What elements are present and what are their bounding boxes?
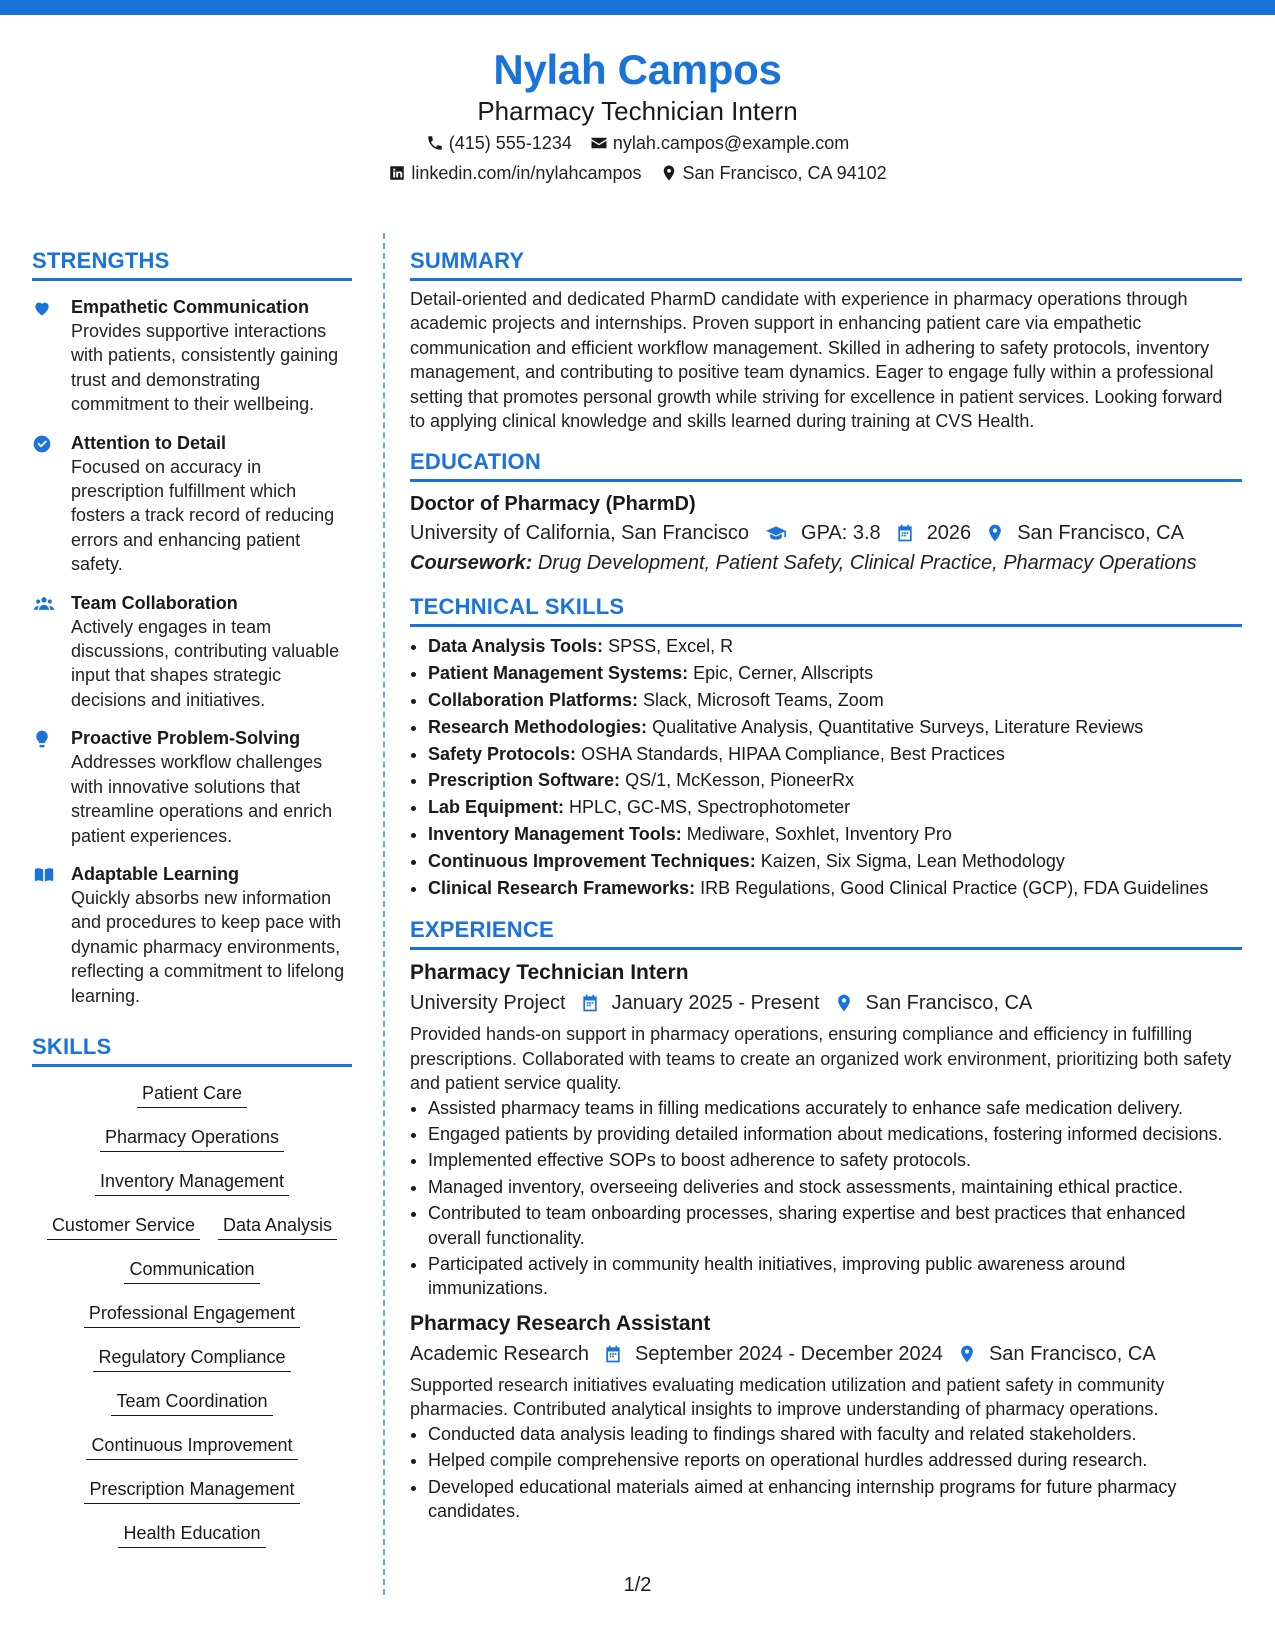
book-icon bbox=[32, 865, 56, 885]
strength-title: Team Collaboration bbox=[71, 592, 238, 613]
list-item bbox=[428, 741, 1242, 768]
tech-skill-label: Research Methodologies: bbox=[428, 716, 648, 737]
job-org: Academic Research bbox=[410, 1342, 589, 1365]
strength-title: Proactive Problem-Solving bbox=[71, 728, 301, 749]
skill-tag: Continuous Improvement bbox=[86, 1433, 297, 1460]
location-text: San Francisco, CA 94102 bbox=[682, 163, 887, 183]
coursework-label: Coursework: bbox=[410, 552, 533, 575]
strengths-heading: STRENGTHS bbox=[32, 246, 352, 281]
tech-skill-value: IRB Regulations, Good Clinical Practice (GCP), FDA Guidelines bbox=[700, 877, 1209, 898]
skill-tag: Communication bbox=[124, 1257, 259, 1284]
skill-tag: Team Coordination bbox=[111, 1389, 272, 1416]
skill-tag: Inventory Management bbox=[95, 1169, 289, 1196]
calendar-icon bbox=[580, 993, 600, 1013]
right-column bbox=[410, 246, 1242, 1525]
list-item: • Developed educational materials aimed at enhancing internship programs for future pharmacy candidates. bbox=[428, 1475, 1242, 1524]
tech-skill-value: Kaizen, Six Sigma, Lean Methodology bbox=[760, 850, 1065, 871]
email-contact[interactable] bbox=[590, 128, 849, 158]
map-pin-icon bbox=[957, 1344, 977, 1364]
graduation-cap-icon bbox=[763, 523, 789, 543]
skills-heading: SKILLS bbox=[32, 1032, 352, 1067]
skills-list bbox=[32, 1081, 352, 1548]
technical-skills-heading: TECHNICAL SKILLS bbox=[410, 592, 1242, 627]
strength-title: Empathetic Communication bbox=[71, 297, 310, 317]
job-summary: Provided hands-on support in pharmacy operations, ensuring compliance and efficiency in fulfilling prescriptions. Collaborated with teams to create an organized work environment, prioritizing both safety and patient service quality. bbox=[410, 1024, 1232, 1094]
column-divider bbox=[383, 233, 385, 1595]
list-item: • Participated actively in community health initiatives, improving public awareness around immunizations. bbox=[428, 1252, 1242, 1301]
education-school: University of California, San Francisco bbox=[410, 522, 750, 545]
strength-title: Attention to Detail bbox=[71, 432, 226, 453]
list-item: • Engaged patients by providing detailed information about medications, fostering informed decisions. bbox=[428, 1122, 1242, 1146]
tech-skill-value: Mediware, Soxhlet, Inventory Pro bbox=[686, 824, 952, 845]
strength-desc: Focused on accuracy in prescription fulfillment which fosters a track record of reducing errors and enhancing patient safety. bbox=[71, 456, 335, 575]
list-item: • Conducted data analysis leading to findings shared with faculty and related stakeholders. bbox=[428, 1422, 1242, 1446]
address-contact bbox=[660, 158, 887, 188]
job-location: San Francisco, CA bbox=[988, 1342, 1156, 1365]
education-meta bbox=[410, 518, 1242, 548]
tech-skill-label: Clinical Research Frameworks: bbox=[428, 877, 696, 898]
skill-tag: Data Analysis bbox=[218, 1213, 337, 1240]
skill-tag: Regulatory Compliance bbox=[93, 1345, 290, 1372]
job-meta bbox=[410, 988, 1242, 1018]
job-org: University Project bbox=[410, 992, 566, 1015]
list-item bbox=[428, 714, 1242, 741]
resume-header bbox=[0, 44, 1275, 188]
tech-skill-label: Lab Equipment: bbox=[428, 797, 564, 818]
linkedin-contact[interactable] bbox=[388, 158, 641, 188]
job-title: Pharmacy Technician Intern bbox=[410, 961, 689, 985]
calendar-icon bbox=[603, 1344, 623, 1364]
strength-title: Adaptable Learning bbox=[71, 863, 240, 884]
tech-skill-label: Collaboration Platforms: bbox=[428, 690, 639, 711]
list-item bbox=[428, 767, 1242, 794]
tech-skill-label: Inventory Management Tools: bbox=[428, 824, 682, 845]
strength-item bbox=[32, 591, 352, 713]
tech-skill-label: Safety Protocols: bbox=[428, 743, 577, 764]
strength-desc: Addresses workflow challenges with innovative solutions that streamline operations and enrich patient experiences. bbox=[71, 752, 333, 846]
strength-item bbox=[32, 726, 352, 848]
skill-tag: Customer Service bbox=[47, 1213, 200, 1240]
top-accent-bar bbox=[0, 0, 1275, 15]
list-item bbox=[428, 875, 1242, 902]
skill-tag: Professional Engagement bbox=[84, 1301, 300, 1328]
job-bullets bbox=[410, 1422, 1242, 1524]
tech-skill-label: Continuous Improvement Techniques: bbox=[428, 850, 756, 871]
job-location: San Francisco, CA bbox=[865, 992, 1033, 1015]
tech-skill-value: OSHA Standards, HIPAA Compliance, Best Practices bbox=[581, 743, 1005, 764]
strength-item bbox=[32, 431, 352, 577]
candidate-name: Nylah Campos bbox=[493, 46, 782, 93]
users-icon bbox=[32, 594, 56, 614]
contact-row-1 bbox=[0, 128, 1275, 158]
strength-desc: Provides supportive interactions with patients, consistently gaining trust and demonstrating commitment to their wellbeing. bbox=[71, 321, 339, 415]
lightbulb-icon bbox=[32, 729, 52, 749]
list-item: • Implemented effective SOPs to boost adherence to safety protocols. bbox=[428, 1148, 1242, 1172]
page-indicator: 1/2 bbox=[623, 1574, 652, 1596]
tech-skill-label: Patient Management Systems: bbox=[428, 663, 689, 684]
job-meta bbox=[410, 1339, 1242, 1369]
tech-skill-value: Epic, Cerner, Allscripts bbox=[693, 663, 874, 684]
job-entry bbox=[410, 1309, 1242, 1523]
skill-tag: Prescription Management bbox=[84, 1477, 299, 1504]
left-column bbox=[32, 246, 352, 1548]
list-item bbox=[428, 633, 1242, 660]
heart-icon bbox=[32, 298, 52, 318]
job-entry bbox=[410, 958, 1242, 1300]
experience-heading: EXPERIENCE bbox=[410, 915, 1242, 950]
strength-item bbox=[32, 862, 352, 1008]
calendar-icon bbox=[895, 523, 915, 543]
envelope-icon bbox=[590, 134, 608, 152]
education-degree: Doctor of Pharmacy (PharmD) bbox=[410, 493, 696, 516]
phone-contact bbox=[426, 128, 572, 158]
tech-skill-value: Qualitative Analysis, Quantitative Surveys, Literature Reviews bbox=[652, 716, 1144, 737]
education-gpa: GPA: 3.8 bbox=[801, 522, 881, 545]
tech-skill-value: Slack, Microsoft Teams, Zoom bbox=[643, 690, 884, 711]
summary-text: Detail-oriented and dedicated PharmD candidate with experience in pharmacy operations through academic projects and internships. Proven support in enhancing patient care via empathetic communication and efficient workflow management. Skilled in adhering to safety protocols, inventory management, and contributing to positive team dynamics. Eager to engage fully within a professional setting that promotes personal growth while striving for excellence in patient services. Looking forward to applying clinical knowledge and skills learned during training at CVS Health. bbox=[410, 289, 1223, 432]
list-item: • Managed inventory, overseeing deliveries and stock assessments, maintaining ethical practice. bbox=[428, 1175, 1242, 1199]
education-location: San Francisco, CA bbox=[1017, 522, 1184, 545]
strength-desc: Actively engages in team discussions, contributing valuable input that shapes strategic decisions and initiatives. bbox=[71, 616, 340, 710]
email-text[interactable]: nylah.campos@example.com bbox=[612, 133, 850, 153]
check-circle-icon bbox=[32, 434, 52, 454]
tech-skill-label: Data Analysis Tools: bbox=[428, 636, 604, 657]
job-title: Pharmacy Research Assistant bbox=[410, 1311, 711, 1335]
list-item bbox=[428, 794, 1242, 821]
job-dates: September 2024 - December 2024 bbox=[634, 1342, 943, 1365]
linkedin-text[interactable]: linkedin.com/in/nylahcampos bbox=[411, 163, 642, 183]
technical-skills-list bbox=[410, 633, 1242, 901]
list-item: • Assisted pharmacy teams in filling medications accurately to enhance safe medication delivery. bbox=[428, 1096, 1242, 1120]
strength-item bbox=[32, 295, 352, 417]
skill-tag: Pharmacy Operations bbox=[100, 1125, 284, 1152]
map-pin-icon bbox=[834, 993, 854, 1013]
list-item: • Contributed to team onboarding processes, sharing expertise and best practices that enhanced overall functionality. bbox=[428, 1201, 1242, 1250]
list-item bbox=[428, 687, 1242, 714]
summary-heading: SUMMARY bbox=[410, 246, 1242, 281]
tech-skill-value: SPSS, Excel, R bbox=[608, 636, 734, 657]
list-item bbox=[428, 660, 1242, 687]
map-pin-icon bbox=[660, 164, 678, 182]
tech-skill-value: HPLC, GC-MS, Spectrophotometer bbox=[569, 797, 851, 818]
phone-icon bbox=[426, 134, 444, 152]
education-coursework bbox=[410, 548, 1242, 578]
job-bullets bbox=[410, 1096, 1242, 1301]
phone-text: (415) 555-1234 bbox=[448, 133, 572, 153]
candidate-title: Pharmacy Technician Intern bbox=[477, 96, 798, 126]
job-dates: January 2025 - Present bbox=[611, 992, 820, 1015]
skill-tag: Patient Care bbox=[137, 1081, 247, 1108]
list-item bbox=[428, 821, 1242, 848]
strength-desc: Quickly absorbs new information and procedures to keep pace with dynamic pharmacy environments, reflecting a commitment to lifelong learning. bbox=[71, 887, 345, 1006]
tech-skill-value: QS/1, McKesson, PioneerRx bbox=[625, 770, 855, 791]
map-pin-icon bbox=[985, 523, 1005, 543]
coursework-text: Drug Development, Patient Safety, Clinical Practice, Pharmacy Operations bbox=[537, 552, 1197, 575]
skill-tag: Health Education bbox=[118, 1521, 265, 1548]
job-summary: Supported research initiatives evaluating medication utilization and patient safety in community pharmacies. Contributed analytical insights to improve understanding of pharmacy operations. bbox=[410, 1374, 1165, 1420]
tech-skill-label: Prescription Software: bbox=[428, 770, 621, 791]
contact-row-2 bbox=[0, 158, 1275, 188]
list-item: • Helped compile comprehensive reports on operational hurdles addressed during research. bbox=[428, 1448, 1242, 1472]
linkedin-icon bbox=[388, 164, 406, 182]
list-item bbox=[428, 848, 1242, 875]
education-heading: EDUCATION bbox=[410, 447, 1242, 482]
education-year: 2026 bbox=[926, 522, 972, 545]
